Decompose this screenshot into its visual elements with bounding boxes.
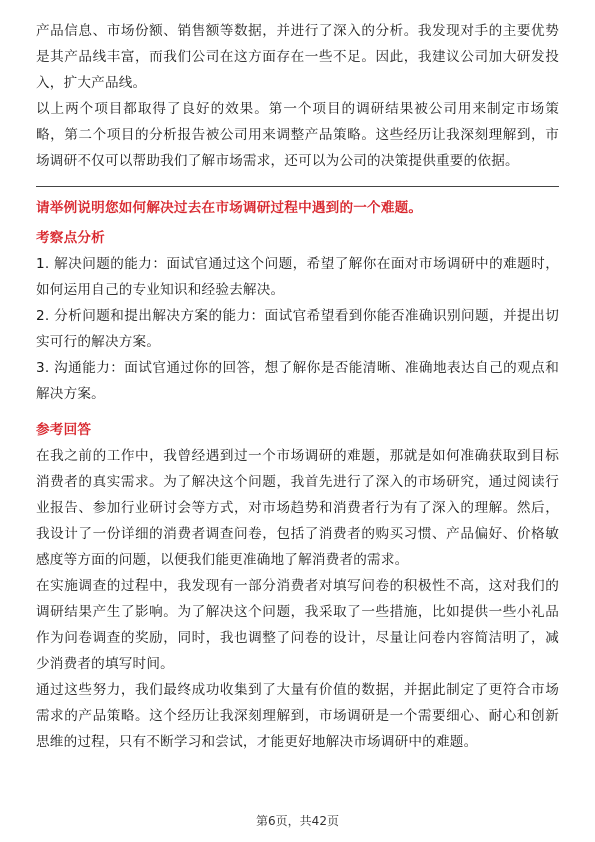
intro-paragraph-1: 产品信息、市场份额、销售额等数据，并进行了深入的分析。我发现对手的主要优势是其产品线丰富，而我们公司在这方面存在一些不足。因此，我建议公司加大研发投入，扩大产品线。 [36, 23, 559, 91]
answer-heading: 参考回答 [36, 422, 92, 438]
answer-paragraph-3: 通过这些努力，我们最终成功收集到了大量有价值的数据，并据此制定了更符合市场需求的产品策略。这个经历让我深刻理解到，市场调研是一个需要细心、耐心和创新思维的过程，只有不断学习和尝试，才能更好地解决市场调研中的难题。 [36, 682, 559, 750]
analysis-point-3: 3. 沟通能力：面试官通过你的回答，想了解你是否能清晰、准确地表达自己的观点和解决方案。 [36, 360, 559, 402]
answer-paragraph-1: 在我之前的工作中，我曾经遇到过一个市场调研的难题，那就是如何准确获取到目标消费者的真实需求。为了解决这个问题，我首先进行了深入的市场研究，通过阅读行业报告、参加行业研讨会等方式，对市场趋势和消费者行为有了深入的理解。然后，我设计了一份详细的消费者调查问卷，包括了消费者的购买习惯、产品偏好、价格敏感度等方面的问题，以便我们能更准确地了解消费者的需求。 [36, 448, 559, 568]
analysis-point-1: 1. 解决问题的能力：面试官通过这个问题，希望了解你在面对市场调研中的难题时，如何运用自己的专业知识和经验去解决。 [36, 256, 559, 298]
question-title: 请举例说明您如何解决过去在市场调研过程中遇到的一个难题。 [36, 200, 423, 216]
document-page [36, 18, 559, 755]
intro-paragraph-2: 以上两个项目都取得了良好的效果。第一个项目的调研结果被公司用来制定市场策略，第二个项目的分析报告被公司用来调整产品策略。这些经历让我深刻理解到，市场调研不仅可以帮助我们了解市场需求，还可以为公司的决策提供重要的依据。 [36, 101, 559, 169]
page-number: 第6页，共42页 [256, 814, 339, 828]
answer-paragraph-2: 在实施调查的过程中，我发现有一部分消费者对填写问卷的积极性不高，这对我们的调研结果产生了影响。为了解决这个问题，我采取了一些措施，比如提供一些小礼品作为问卷调查的奖励，同时，我也调整了问卷的设计，尽量让问卷内容简洁明了，减少消费者的填写时间。 [36, 578, 559, 672]
analysis-point-2: 2. 分析问题和提出解决方案的能力：面试官希望看到你能否准确识别问题，并提出切实可行的解决方案。 [36, 308, 559, 350]
section-divider [36, 186, 559, 187]
analysis-heading: 考察点分析 [36, 230, 105, 246]
